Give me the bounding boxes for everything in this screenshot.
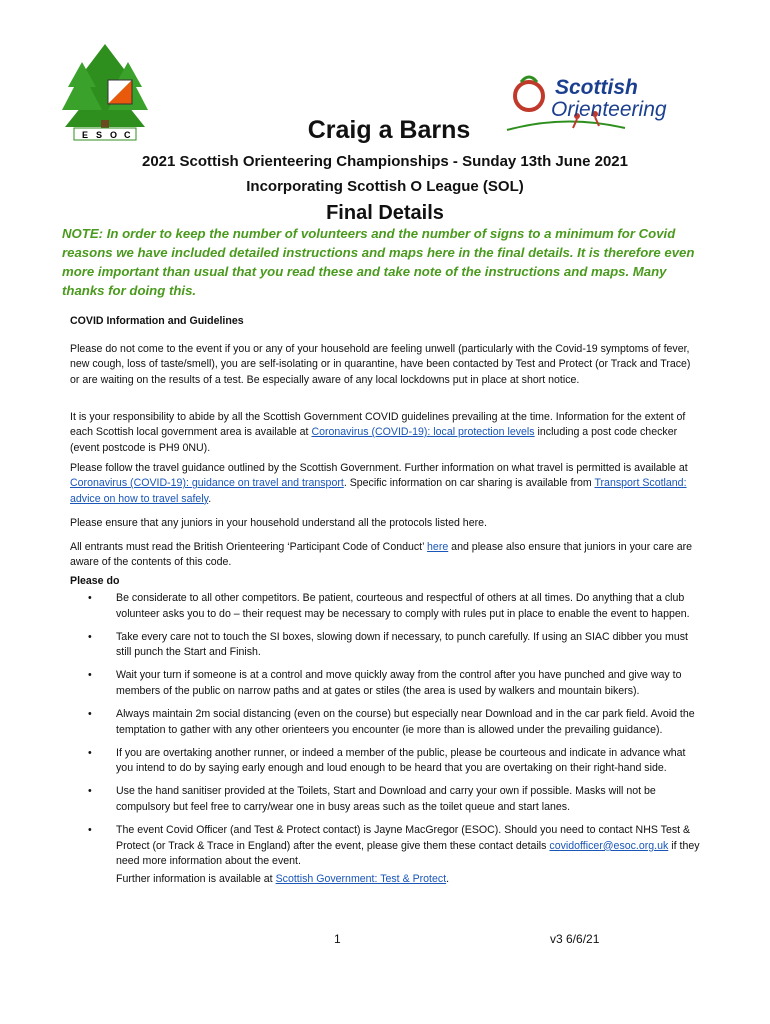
list-item: • Wait your turn if someone is at a control and move quickly away from the control after you have punched and give way to members of the public on narrow paths and at gates or stiles (the area is used by walkers and mountain bikers). xyxy=(88,669,682,697)
bullet-icon: • xyxy=(88,785,92,798)
paragraph-unwell: Please do not come to the event if you or any of your household are feeling unwell (particularly with the Covid-19 symptoms of fever, new cough, loss of taste/smell), you are self-isolating or in quarantine, have been contacted by Test and Protect (or Track and Trace) or are waiting on the results of a test. Be especially aware of any local lockdowns put in place at short notice. xyxy=(70,342,691,386)
document-version: v3 6/6/21 xyxy=(550,932,600,946)
logo-text-scottish: Scottish xyxy=(555,76,638,99)
esoc-letter: C xyxy=(124,130,131,140)
bullet-icon: • xyxy=(88,669,92,682)
paragraph-responsibility: It is your responsibility to abide by all the Scottish Government COVID guidelines prevailing at the time. Information for the extent of each Scottish local government area is available at Coronavirus (COVID-19): local protection levels including a post code checker (event postcode is PH9 0NU). xyxy=(70,410,686,454)
logo-text-orienteering: Orienteering xyxy=(551,98,667,121)
bullet-icon: • xyxy=(88,824,92,837)
transport-scotland-link[interactable]: Transport Scotland: advice on how to travel safely xyxy=(70,477,687,505)
list-item: • Be considerate to all other competitors. Be patient, courteous and respectful of others at all times. Do anything that a club volunteer asks you to do – their request may be necessary to comply with rules put in place to enable the event to happen. xyxy=(88,592,690,620)
list-item: • If you are overtaking another runner, or indeed a member of the public, please be courteous and indicate in advance what you intend to do by saying early enough and loud enough to be heard that you are overtaking on their right-hand side. xyxy=(88,746,686,775)
list-item: • The event Covid Officer (and Test & Protect contact) is Jayne MacGregor (ESOC). Should you need to contact NHS Test & Protect (or Track & Trace in England) after the event, please give them these contact details covidofficer@esoc.org.uk if they need more information about the event. Further information is available at Scottish Government: Test & Protect. xyxy=(88,823,702,887)
please-do-heading: Please do xyxy=(70,575,120,587)
esoc-letter: O xyxy=(110,130,118,140)
test-and-protect-link[interactable]: Scottish Government: Test & Protect xyxy=(275,872,447,885)
bullet-icon: • xyxy=(88,592,92,604)
bullet-icon: • xyxy=(88,746,92,759)
league-subtitle: Incorporating Scottish O League (SOL) xyxy=(246,178,524,195)
local-protection-levels-link[interactable]: Coronavirus (COVID-19): local protection levels xyxy=(311,426,535,439)
list-item: • Take every care not to touch the SI boxes, slowing down if necessary, to punch carefully. If using an SIAC dibber you must still punch the Start and Finish. xyxy=(88,630,688,659)
covid-note: NOTE: In order to keep the number of volunteers and the number of signs to a minimum for Covid reasons we have included detailed instructions and maps here in the final details. It is therefore even more important than usual that you read these and take note of the instructions and maps. Many thanks for doing this. xyxy=(62,226,695,298)
covid-section-heading: COVID Information and Guidelines xyxy=(70,315,244,327)
esoc-letter: S xyxy=(96,130,103,140)
travel-guidance-link[interactable]: Coronavirus (COVID-19): guidance on travel and transport xyxy=(70,477,344,490)
code-of-conduct-link[interactable]: here xyxy=(427,540,449,553)
event-subtitle xyxy=(0,153,770,170)
paragraph-travel: Please follow the travel guidance outlined by the Scottish Government. Further information on what travel is permitted is available at Coronavirus (COVID-19): guidance on travel and transport. Specific information on car sharing is available from Transport Scotland: advice on how to travel safely. xyxy=(70,461,688,505)
championship-name: 2021 Scottish Orienteering Championships xyxy=(142,153,449,170)
bullet-icon: • xyxy=(88,708,92,721)
page-number: 1 xyxy=(334,932,341,946)
further-information: Further information is available at Scottish Government: Test & Protect. xyxy=(116,872,450,885)
bullet-icon: • xyxy=(88,630,92,643)
paragraph-code-of-conduct: All entrants must read the British Orienteering ‘Participant Code of Conduct’ here and please also ensure that juniors in your care are aware of the contents of this code. xyxy=(70,540,693,569)
covid-officer-email-link[interactable]: covidofficer@esoc.org.uk xyxy=(549,839,669,852)
final-details-heading: Final Details xyxy=(326,202,444,224)
list-item: • Use the hand sanitiser provided at the Toilets, Start and Download and carry your own if possible. Masks will not be compulsory but feel free to carry/wear one in busy areas such as the toilet queue and start lanes. xyxy=(88,785,656,814)
please-do-list xyxy=(88,591,702,895)
event-date: - Sunday 13th June 2021 xyxy=(448,153,628,170)
list-item: • Always maintain 2m social distancing (even on the course) but especially near Download and in the car park field. Avoid the temptation to gather with any other orienteers you encounter (ie more than is allowed under the prevailing guidance). xyxy=(88,708,695,736)
paragraph-juniors: Please ensure that any juniors in your household understand all the protocols listed here. xyxy=(70,516,487,529)
page-title: Craig a Barns xyxy=(307,116,471,144)
esoc-letter: E xyxy=(82,130,89,140)
